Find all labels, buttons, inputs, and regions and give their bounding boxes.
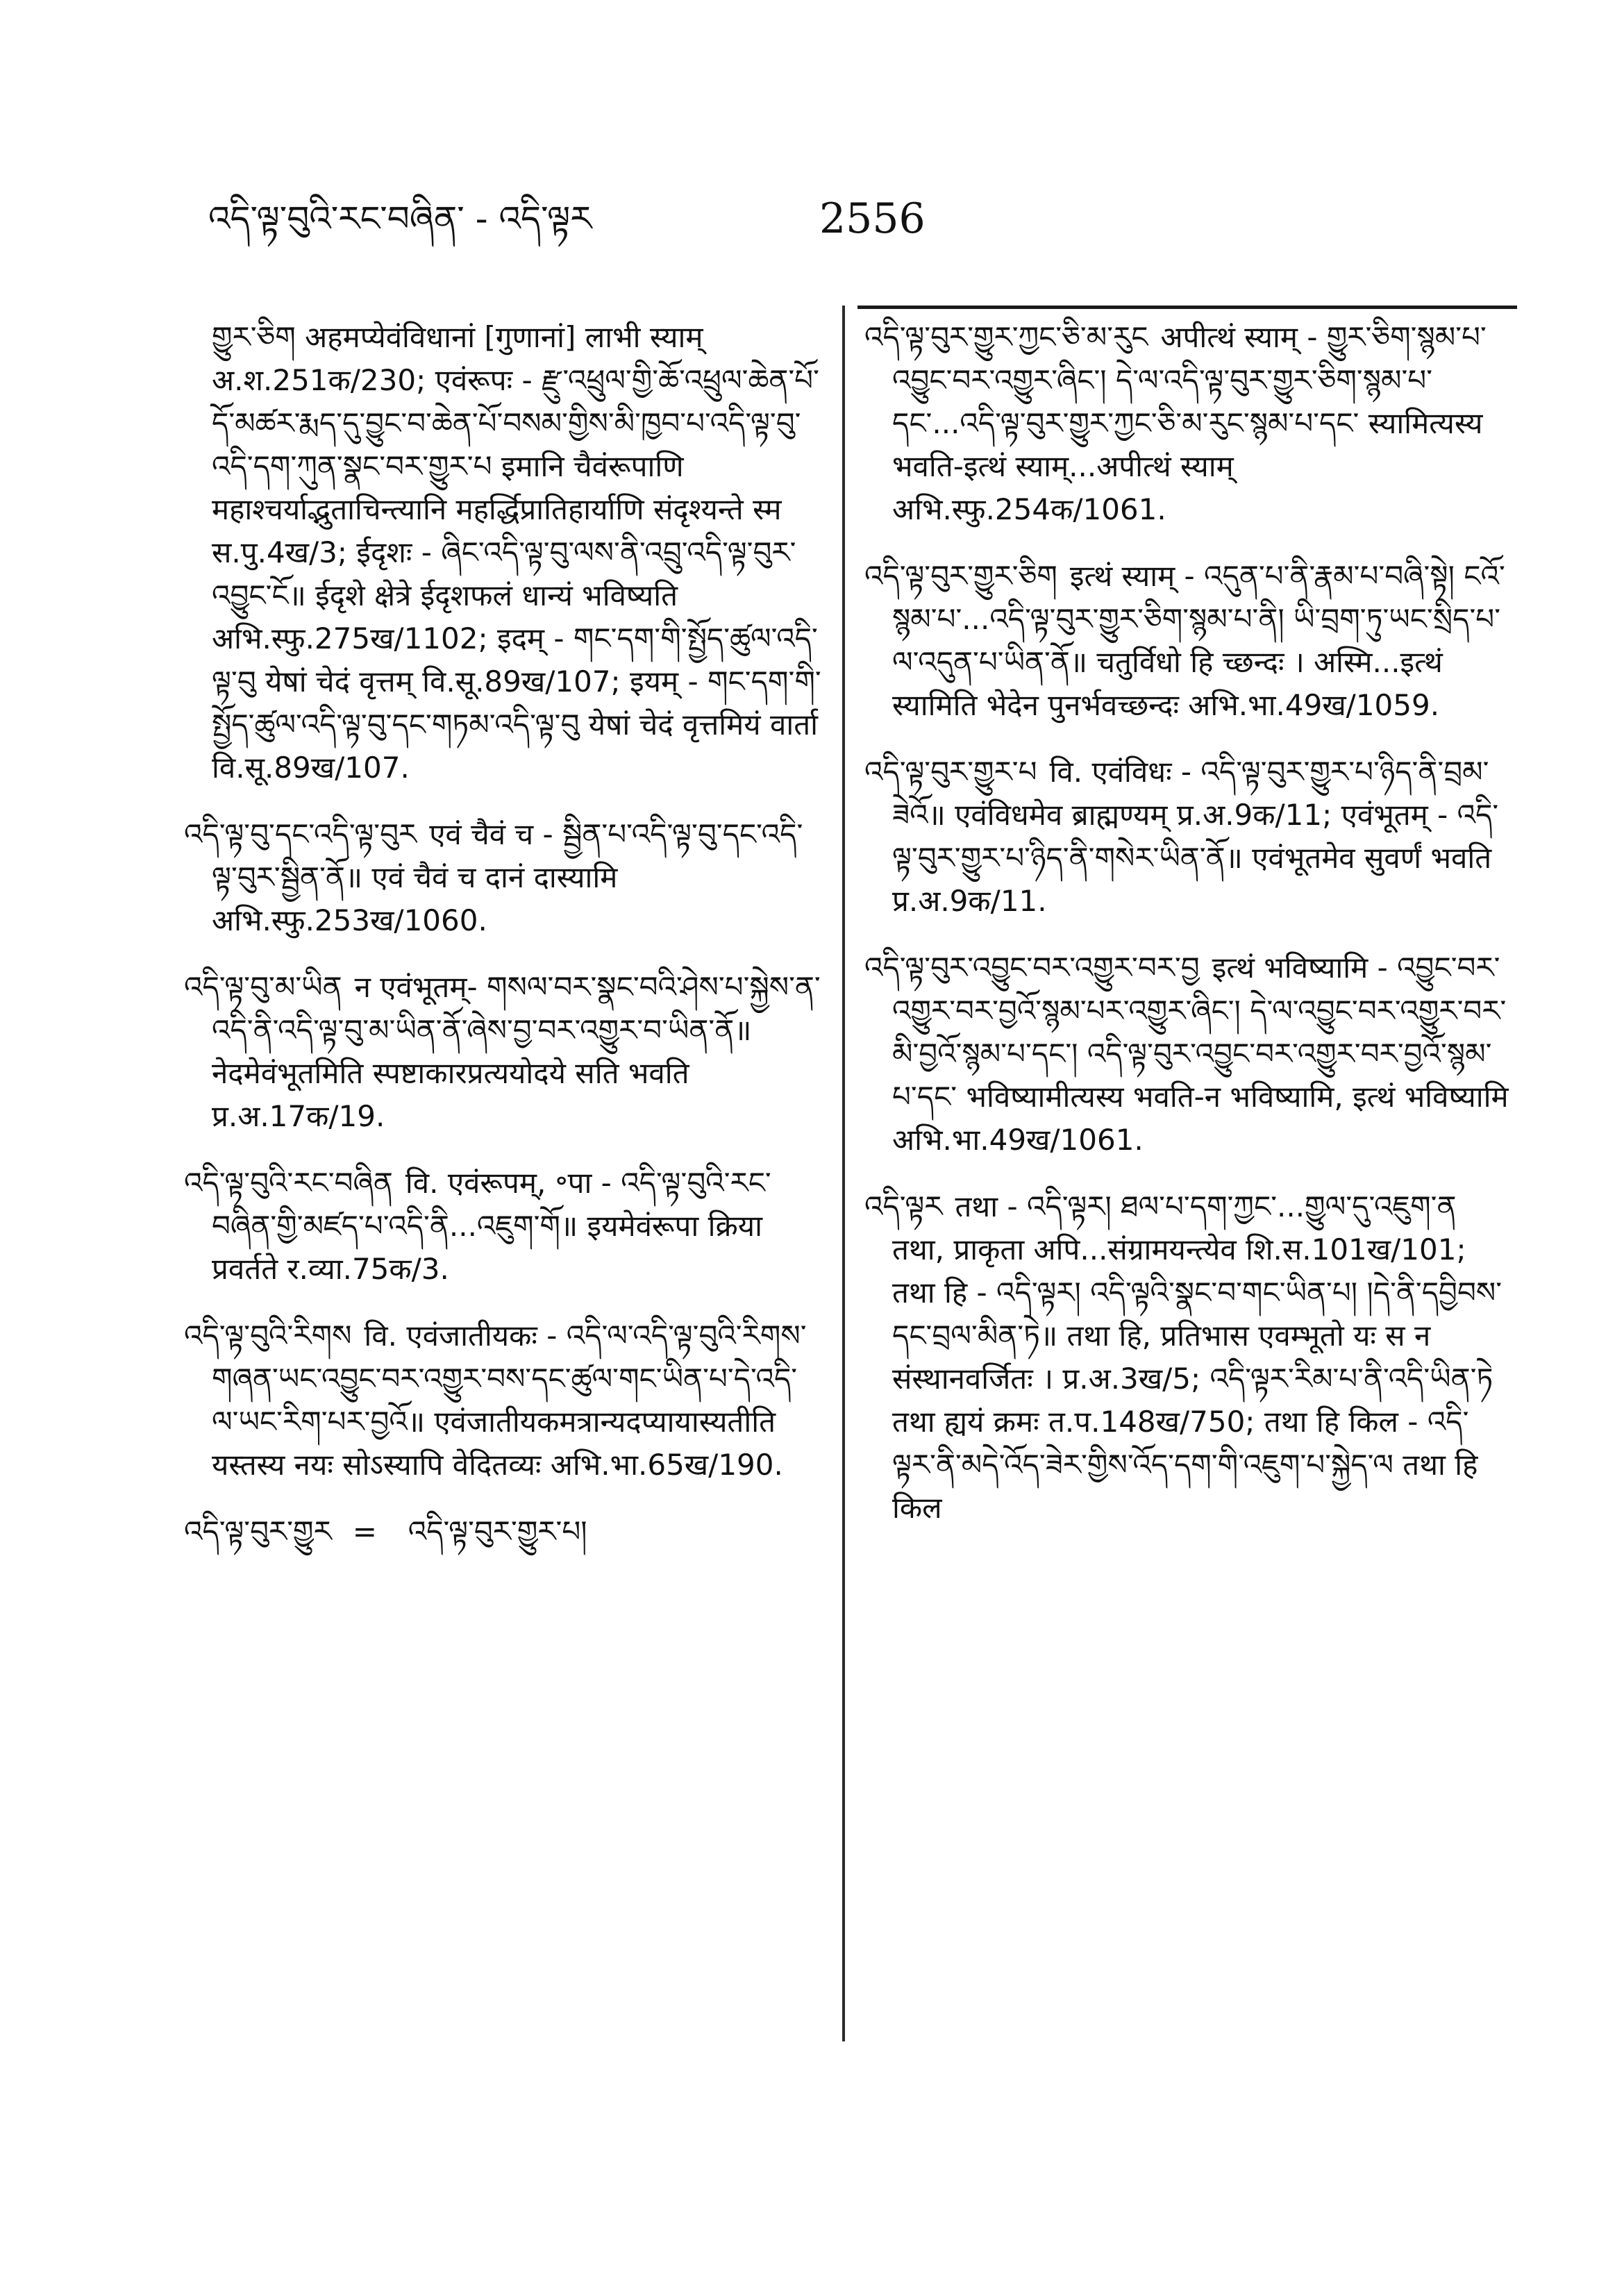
entry-headword: འདི་ལྟ་བུའི་རང་བཞིན bbox=[184, 1166, 393, 1200]
entry-body: གྱུར་ཅིག अहमप्येवंविधानां [गुणानां] लाभी स्याम् अ.श.251क/230; एवंरूपः - རྫུ་འཕྲུལ་གྱི་ཆོ་འཕྲུལ་ཆེན་པོ་དོ་མཚར་རྨད་དུ་བྱུང་བ་ཆེན་པོ་བསམ་གྱིས་མི་ཁྱབ་པ་འདི་ལྟ་བུ་འདི་དག་ཀུན་སྣང་བར་གྱུར་པ इमानि चैवंरूपाणि महाश्चर्याद्भुताचिन्त्यानि महर्द्धिप्रातिहार्याणि संदृश्यन्ते स्म स.पु.4ख/3; ईदृशः - ཞིང་འདི་ལྟ་བུ་ལས་ནི་འབྲུ་འདི་ལྟ་བུར་འབྱུང་ངོ॥ ईदृशे क्षेत्रे ईदृशफलं धान्यं भविष्यति अभि.स्फु.275ख/1102; इदम् - གང་དག་གི་སྤྱོད་ཚུལ་འདི་ལྟ་བུ येषां चेदं वृत्तम् वि.सू.89ख/107; इयम् - གང་དག་གི་སྤྱོད་ཚུལ་འདི་ལྟ་བུ་དང་གཏམ་འདི་ལྟ་བུ येषां चेदं वृत्तमियं वार्ता वि.सू.89ख/107. bbox=[212, 320, 821, 785]
dictionary-entry bbox=[184, 966, 823, 1138]
right-column bbox=[864, 316, 1510, 1553]
entry-body: वि. एवंविधः - འདི་ལྟ་བུར་གྱུར་པ་ཉིད་ནི་བྲམ་ཟེའོ॥ एवंविधमेव ब्राह्मण्यम् प्र.अ.9क/11; एवंभूतम् - འདི་ལྟ་བུར་གྱུར་པ་ཉིད་ནི་གསེར་ཡིན་ནོ॥ एवंभूतमेव सुवर्णं भवति प्र.अ.9क/11. bbox=[892, 755, 1499, 918]
entry-body: अपीत्थं स्याम् - གྱུར་ཅིག་སྙམ་པ་འབྱུང་བར་འགྱུར་ཞིང་། དེ་ལ་འདི་ལྟ་བུར་གྱུར་ཅིག་སྙམ་པ་དང་...འདི་ལྟ་བུར་གྱུར་ཀྱང་ཅི་མ་རུང་སྙམ་པ་དང་ स्यामित्यस्य भवति-इत्थं स्याम्...अपीत्थं स्याम् अभि.स्फु.254क/1061. bbox=[892, 320, 1487, 526]
entry-headword: འདི་ལྟ་བུའི་རིགས bbox=[184, 1319, 352, 1353]
entry-body: इत्थं स्याम् - འདུན་པ་ནི་རྣམ་པ་བཞི་སྟེ། ངའོ་སྙམ་པ་...འདི་ལྟ་བུར་གྱུར་ཅིག་སྙམ་པ་ནི། ཡི་བྲག་ཏུ་ཡང་སྲིད་པ་ལ་འདུན་པ་ཡིན་ནོ॥ चतुर्विधो हि च्छन्दः । अस्मि...इत्थं स्यामिति भेदेन पुनर्भवच्छन्दः अभि.भा.49ख/1059. bbox=[892, 559, 1505, 722]
column-divider bbox=[842, 306, 845, 2041]
entry-headword: འདི་ལྟ་བུར་གྱུར་པ bbox=[864, 755, 1037, 789]
entry-headword: འདི་ལྟ་བུར་འབྱུང་བར་འགྱུར་བར་བྱ bbox=[864, 951, 1200, 985]
entry-body: वि. एवंरूपम्, ॰पा - འདི་ལྟ་བུའི་རང་བཞིན་གྱི་མཛད་པ་འདི་ནི...འཇུག་གོ॥ इयमेवंरूपा क्रिया प्रवर्तते र.व्या.75क/3. bbox=[212, 1166, 771, 1286]
running-header: འདི་ལྟ་བུའི་རང་བཞིན་ - འདི་ལྟར bbox=[208, 199, 592, 239]
dictionary-entry bbox=[184, 813, 823, 942]
entry-headword: འདི་ལྟ་བུར་གྱུར་ཀྱང་ཅི་མ་རུང bbox=[864, 320, 1148, 354]
entry-headword: འདི་ལྟ་བུར་གྱུར bbox=[184, 1514, 332, 1548]
dictionary-entry bbox=[184, 1162, 823, 1291]
dictionary-entry bbox=[864, 946, 1510, 1162]
page-number: 2556 bbox=[819, 194, 926, 243]
cross-reference-target: འདི་ལྟ་བུར་གྱུར་པ། bbox=[408, 1514, 587, 1548]
entry-body: न एवंभूतम्- གསལ་བར་སྣང་བའི་ཤེས་པ་སྐྱེས་ན་འདི་ནི་འདི་ལྟ་བུ་མ་ཡིན་ནོ་ཞེས་བྱ་བར་འགྱུར་བ་ཡིན་ནོ॥ नेदमेवंभूतमिति स्पष्टाकारप्रत्ययोदये सति भवति प्र.अ.17क/19. bbox=[212, 970, 821, 1133]
entry-body: एवं चैवं च - སྦྱིན་པ་འདི་ལྟ་བུ་དང་འདི་ལྟ་བུར་སྦྱིན་ནོ॥ एवं चैवं च दानं दास्यामि अभि.स्फु.253ख/1060. bbox=[212, 817, 803, 937]
entry-body: वि. एवंजातीयकः - འདི་ལ་འདི་ལྟ་བུའི་རིགས་གཞན་ཡང་འབྱུང་བར་འགྱུར་བས་དང་ཚུལ་གང་ཡིན་པ་དེ་འདི་ལ་ཡང་རིག་པར་བྱའོ॥ एवंजातीयकमत्रान्यदप्यायास्यतीति यस्तस्य नयः सोऽस्यापि वेदितव्यः अभि.भा.65ख/190. bbox=[212, 1319, 807, 1482]
entry-headword: འདི་ལྟར bbox=[864, 1189, 943, 1223]
dictionary-entry bbox=[864, 1185, 1510, 1530]
dictionary-entry: འདི་ལྟ་བུར་གྱུར = འདི་ལྟ་བུར་གྱུར་པ། bbox=[184, 1514, 587, 1548]
dictionary-entry bbox=[864, 316, 1510, 531]
dictionary-entry bbox=[864, 751, 1510, 923]
entry-headword: འདི་ལྟ་བུ་དང་འདི་ལྟ་བུར bbox=[184, 817, 417, 851]
header-rule bbox=[857, 306, 1517, 309]
entry-headword: འདི་ལྟ་བུར་གྱུར་ཅིག bbox=[864, 559, 1057, 593]
left-column bbox=[184, 316, 823, 1577]
entry-body: तथा - འདི་ལྟར། ཐལ་པ་དག་ཀྱང་...གྱུལ་དུ་འཇུག་ན तथा, प्राकृता अपि...संग्रामयन्त्येव शि.स.101ख/101; तथा हि - འདི་ལྟར། འདི་ལྟའི་སྣང་བ་གང་ཡིན་པ། །དེ་ནི་དབྱིབས་དང་བྲལ་མིན་ཏེ॥ तथा हि, प्रतिभास एवम्भूतो यः स न संस्थानवर्जितः । प्र.अ.3ख/5; འདི་ལྟར་རིམ་པ་ནི་འདི་ཡིན་ཏེ तथा ह्ययं क्रमः त.प.148ख/750; तथा हि किल - འདི་ལྟར་ནི་མདེ་འོད་ཟེར་གྱིས་འོད་དག་གི་འཇུག་པ་སྐྱེད་ལ तथा हि किल bbox=[892, 1189, 1502, 1525]
dictionary-entry bbox=[864, 555, 1510, 727]
entry-headword: འདི་ལྟ་བུ་མ་ཡིན bbox=[184, 970, 342, 1004]
dictionary-entry bbox=[184, 316, 823, 789]
entry-body: इत्थं भविष्यामि - འབྱུང་བར་འགྱུར་བར་བྱའོ་སྙམ་པར་འགྱུར་ཞིང་། དེ་ལ་འབྱུང་བར་འགྱུར་བར་མི་བྱའོ་སྙམ་པ་དང་། འདི་ལྟ་བུར་འབྱུང་བར་འགྱུར་བར་བྱའོ་སྙམ་པ་དང་ भविष्यामीत्यस्य भवति-न भविष्यामि, इत्थं भविष्यामि अभि.भा.49ख/1061. bbox=[892, 951, 1509, 1157]
dictionary-entry bbox=[184, 1314, 823, 1487]
